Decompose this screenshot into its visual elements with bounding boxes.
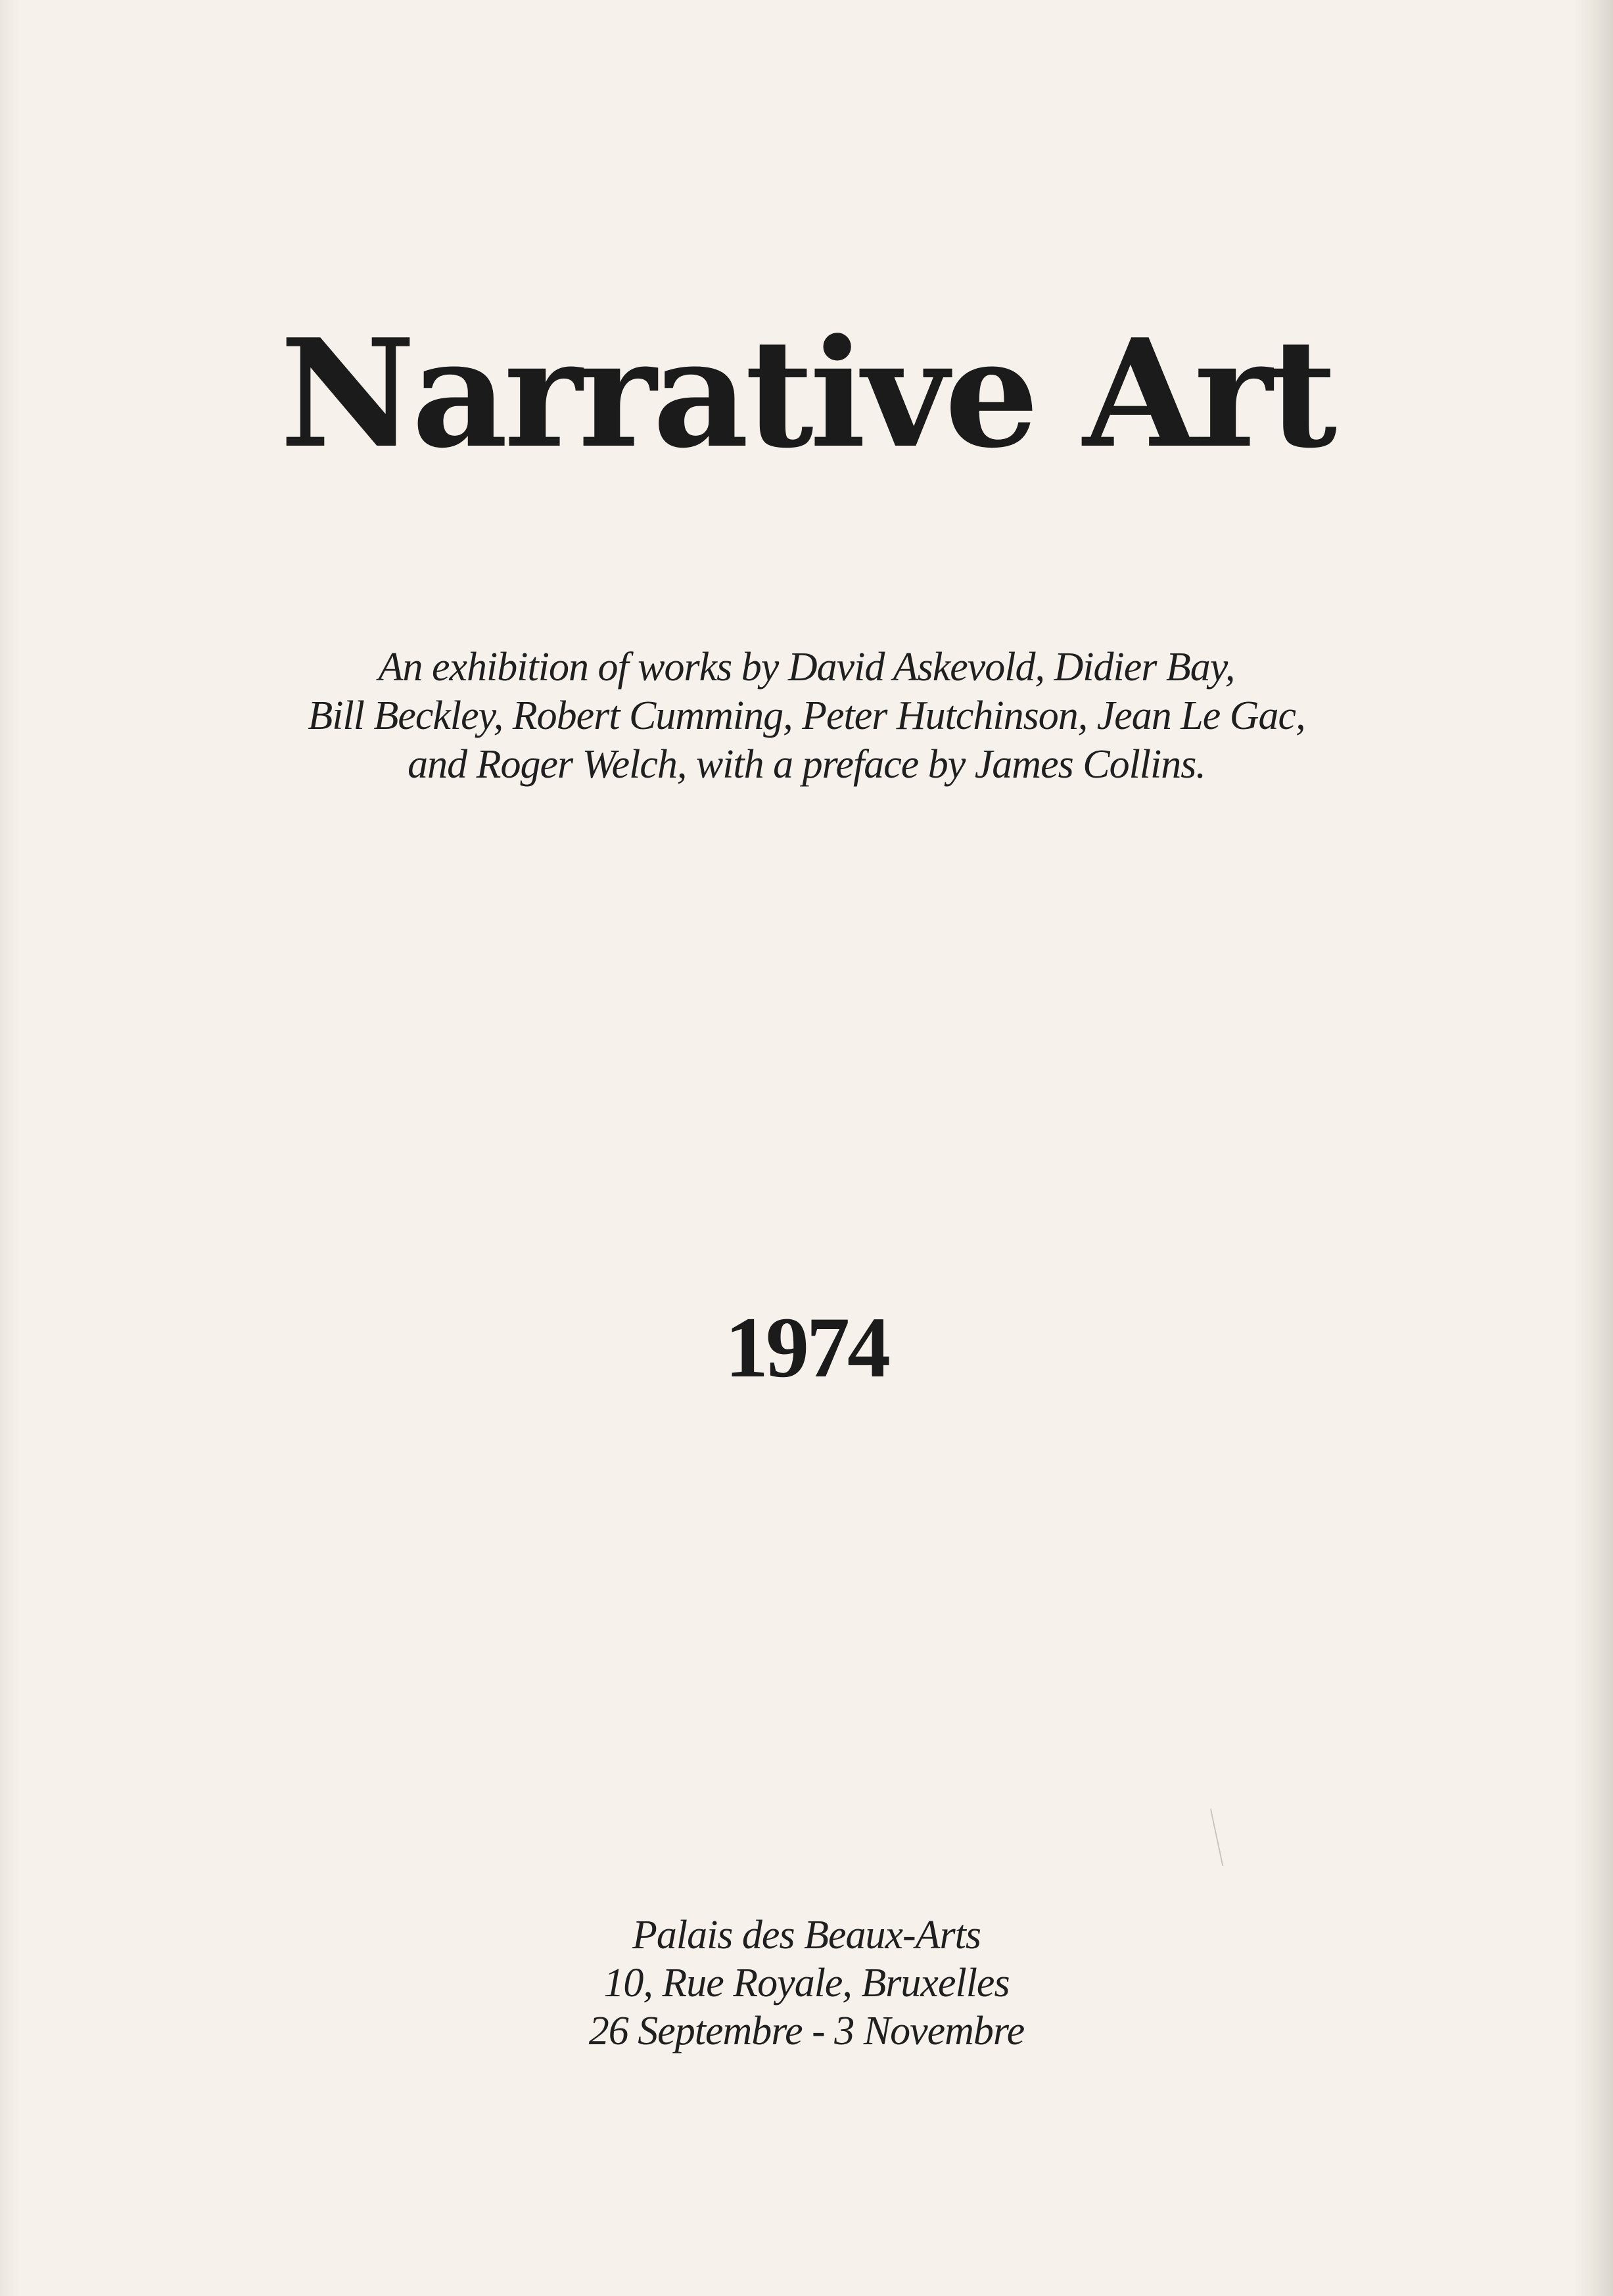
cover-title: Narrative Art [279,307,1334,481]
exhibition-description [0,643,1613,789]
description-line: An exhibition of works by David Askevold, Didier Bay, [378,645,1235,690]
venue-address: 10, Rue Royale, Bruxelles [603,1961,1010,2005]
exhibition-year: 1974 [725,1299,888,1395]
paper-crease-mark [1210,1808,1226,1866]
description-line: and Roger Welch, with a preface by James Collins. [408,742,1205,787]
exhibition-dates: 26 Septembre - 3 Novembre [588,2009,1025,2053]
venue-block [0,1911,1613,2055]
description-line: Bill Beckley, Robert Cumming, Peter Hutchinson, Jean Le Gac, [308,693,1305,738]
venue-name: Palais des Beaux-Arts [632,1913,981,1957]
